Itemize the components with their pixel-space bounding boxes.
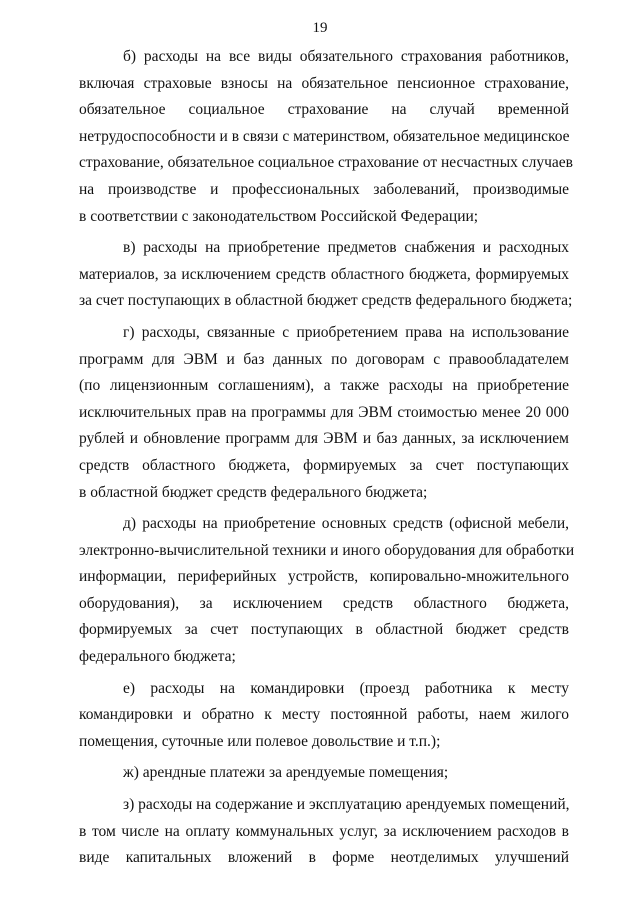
text-line: з) расходы на содержание и эксплуатацию арендуемых помещений, bbox=[123, 796, 570, 814]
text-line: д) расходы на приобретение основных средств (офисной мебели, bbox=[123, 515, 569, 533]
text-line: рублей и обновление программ для ЭВМ и баз данных, за исключением bbox=[79, 430, 569, 448]
paragraph-zh bbox=[79, 760, 569, 787]
text-line: нетрудоспособности и в связи с материнством, обязательное медицинское bbox=[79, 127, 570, 145]
text-line: электронно-вычислительной техники и иного оборудования для обработки bbox=[79, 541, 575, 559]
text-line: оборудования), за исключением средств областного бюджета, bbox=[79, 594, 569, 612]
document-body bbox=[79, 44, 575, 877]
text-line: включая страховые взносы на обязательное пенсионное страхование, bbox=[79, 74, 569, 92]
page-number: 19 bbox=[312, 20, 328, 36]
text-line: средств областного бюджета, формируемых за счет поступающих bbox=[79, 456, 569, 474]
text-line: федерального бюджета; bbox=[79, 648, 236, 666]
text-line: исключительных прав на программы для ЭВМ стоимостью менее 20 000 bbox=[79, 403, 569, 421]
paragraph-b bbox=[79, 44, 573, 230]
text-line: г) расходы, связанные с приобретением права на использование bbox=[123, 323, 569, 341]
text-line: командировки и обратно к месту постоянной работы, наем жилого bbox=[79, 706, 569, 724]
text-line: формируемых за счет поступающих в областной бюджет средств bbox=[79, 621, 569, 639]
text-line: в) расходы на приобретение предметов снабжения и расходных bbox=[123, 239, 569, 257]
paragraph-v bbox=[79, 235, 573, 315]
paragraph-z bbox=[79, 792, 569, 872]
paragraph-g bbox=[79, 320, 569, 506]
text-line: помещения, суточные или полевое довольствие и т.п.); bbox=[79, 732, 441, 750]
paragraph-d bbox=[79, 511, 575, 671]
text-line: информации, периферийных устройств, копировально-множительного bbox=[79, 568, 569, 586]
text-line: за счет поступающих в областной бюджет средств федерального бюджета; bbox=[79, 292, 573, 310]
text-line: б) расходы на все виды обязательного страхования работников, bbox=[123, 48, 569, 65]
text-line: страхование, обязательное социальное страхование от несчастных случаев bbox=[79, 154, 573, 172]
text-line: обязательное социальное страхование на случай временной bbox=[79, 101, 569, 119]
text-line: материалов, за исключением средств областного бюджета, формируемых bbox=[79, 265, 569, 283]
text-line: в соответствии с законодательством Российской Федерации; bbox=[79, 207, 479, 225]
paragraph-e bbox=[79, 676, 569, 756]
text-line: (по лицензионным соглашениям), а также расходы на приобретение bbox=[79, 377, 569, 395]
text-line: в том числе на оплату коммунальных услуг, за исключением расходов в bbox=[79, 822, 569, 840]
text-line: ж) арендные платежи за арендуемые помещения; bbox=[123, 764, 449, 782]
text-line: е) расходы на командировки (проезд работника к месту bbox=[123, 679, 569, 697]
text-line: программ для ЭВМ и баз данных по договорам с правообладателем bbox=[79, 350, 569, 368]
text-line: в областной бюджет средств федерального бюджета; bbox=[79, 483, 428, 501]
text-line: виде капитальных вложений в форме неотделимых улучшений bbox=[79, 849, 569, 867]
text-line: на производстве и профессиональных заболеваний, производимые bbox=[79, 180, 569, 198]
